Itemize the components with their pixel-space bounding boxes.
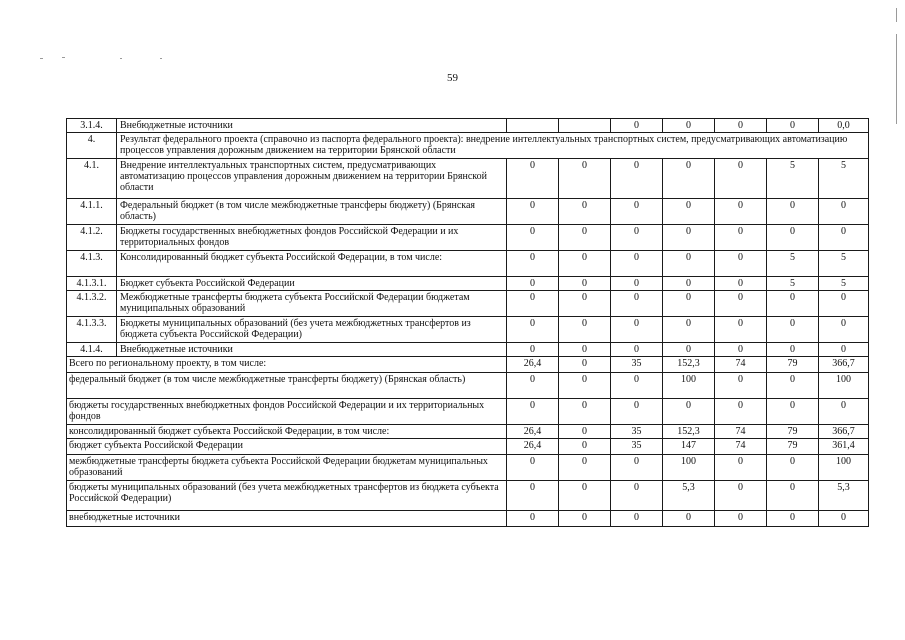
row-year-value: 0 [559, 277, 611, 291]
row-total-value: 0 [819, 343, 869, 357]
row-year-value: 0 [767, 199, 819, 225]
row-year-value: 0 [767, 511, 819, 527]
row-year-value: 0 [611, 373, 663, 399]
row-year-value: 5 [767, 251, 819, 277]
row-year-value: 0 [715, 251, 767, 277]
row-code: 4.1.3. [67, 251, 117, 277]
scan-artifact [40, 58, 43, 59]
row-year-value: 0 [507, 481, 559, 511]
table-row [67, 159, 869, 199]
row-description: межбюджетные трансферты бюджета субъекта Российской Федерации бюджетам муниципальных образований [67, 455, 507, 481]
row-year-value: 0 [715, 199, 767, 225]
table-body [67, 119, 869, 527]
row-year-value: 0 [663, 225, 715, 251]
scan-artifact [120, 58, 122, 59]
row-year-value: 0 [559, 455, 611, 481]
row-total-value: 0 [819, 199, 869, 225]
row-year-value: 0 [767, 317, 819, 343]
row-code: 4.1.1. [67, 199, 117, 225]
row-total-value: 366,7 [819, 425, 869, 439]
row-year-value: 0 [663, 119, 715, 133]
row-year-value: 5 [767, 277, 819, 291]
row-year-value: 0 [559, 225, 611, 251]
row-total-value: 5,3 [819, 481, 869, 511]
row-year-value: 0 [507, 343, 559, 357]
scan-artifact [62, 57, 65, 58]
row-year-value: 0 [559, 511, 611, 527]
row-year-value: 0 [559, 199, 611, 225]
table-row [67, 357, 869, 373]
row-year-value: 0 [715, 455, 767, 481]
scan-artifact [160, 58, 162, 59]
row-total-value: 0 [819, 399, 869, 425]
row-year-value: 26,4 [507, 425, 559, 439]
row-total-value: 100 [819, 455, 869, 481]
row-code: 4.1.3.2. [67, 291, 117, 317]
row-description: Внебюджетные источники [117, 343, 507, 357]
row-year-value: 0 [611, 119, 663, 133]
row-year-value: 0 [559, 399, 611, 425]
row-year-value [507, 119, 559, 133]
row-year-value: 0 [767, 343, 819, 357]
row-total-value: 5 [819, 277, 869, 291]
row-year-value: 0 [767, 399, 819, 425]
row-description: Внебюджетные источники [117, 119, 507, 133]
row-year-value: 0 [715, 399, 767, 425]
row-year-value: 0 [715, 317, 767, 343]
row-year-value: 74 [715, 357, 767, 373]
row-year-value: 0 [559, 343, 611, 357]
row-year-value: 0 [559, 291, 611, 317]
table-row [67, 439, 869, 455]
row-year-value: 0 [715, 511, 767, 527]
row-year-value: 0 [715, 343, 767, 357]
row-description: бюджеты государственных внебюджетных фондов Российской Федерации и их территориальных фондов [67, 399, 507, 425]
row-year-value: 0 [663, 399, 715, 425]
row-year-value: 100 [663, 373, 715, 399]
row-total-value: 0 [819, 317, 869, 343]
table-row [67, 199, 869, 225]
row-year-value: 0 [715, 481, 767, 511]
row-year-value: 0 [559, 251, 611, 277]
row-year-value: 0 [663, 277, 715, 291]
row-year-value: 0 [559, 481, 611, 511]
row-description: Бюджеты государственных внебюджетных фондов Российской Федерации и их территориальных фондов [117, 225, 507, 251]
row-year-value: 79 [767, 425, 819, 439]
row-total-value: 366,7 [819, 357, 869, 373]
row-description: Бюджеты муниципальных образований (без учета межбюджетных трансфертов из бюджета субъекта Российской Федерации) [117, 317, 507, 343]
row-year-value: 0 [559, 425, 611, 439]
row-code: 4.1. [67, 159, 117, 199]
row-description: консолидированный бюджет субъекта Российской Федерации, в том числе: [67, 425, 507, 439]
row-year-value: 0 [715, 291, 767, 317]
row-description: Федеральный бюджет (в том числе межбюджетные трансферы бюджету) (Брянская область) [117, 199, 507, 225]
row-year-value: 147 [663, 439, 715, 455]
row-year-value: 0 [559, 373, 611, 399]
row-year-value: 0 [767, 481, 819, 511]
row-description: Бюджет субъекта Российской Федерации [117, 277, 507, 291]
row-year-value: 0 [611, 251, 663, 277]
row-year-value: 0 [507, 455, 559, 481]
row-total-value: 0,0 [819, 119, 869, 133]
row-description: федеральный бюджет (в том числе межбюджетные трансферты бюджету) (Брянская область) [67, 373, 507, 399]
row-code: 4.1.4. [67, 343, 117, 357]
row-code: 4.1.2. [67, 225, 117, 251]
row-year-value: 100 [663, 455, 715, 481]
row-year-value: 0 [611, 277, 663, 291]
row-year-value: 0 [507, 511, 559, 527]
row-year-value: 0 [611, 199, 663, 225]
row-year-value: 0 [767, 119, 819, 133]
row-code: 4.1.3.1. [67, 277, 117, 291]
table-row [67, 399, 869, 425]
row-year-value: 0 [715, 373, 767, 399]
row-code: 3.1.4. [67, 119, 117, 133]
row-description: Межбюджетные трансферты бюджета субъекта Российской Федерации бюджетам муниципальных образований [117, 291, 507, 317]
table-row [67, 511, 869, 527]
row-year-value: 152,3 [663, 357, 715, 373]
row-total-value: 0 [819, 291, 869, 317]
row-year-value: 74 [715, 439, 767, 455]
row-year-value: 0 [663, 251, 715, 277]
row-year-value: 5,3 [663, 481, 715, 511]
row-description: Результат федерального проекта (справочно из паспорта федерального проекта): внедрение интеллектуальных транспортных систем, предусматривающих автоматизацию процессов управления дорожным движением на территории Брянской области [117, 133, 869, 159]
row-year-value: 74 [715, 425, 767, 439]
row-year-value: 0 [767, 225, 819, 251]
row-year-value: 0 [611, 317, 663, 343]
row-year-value: 0 [715, 277, 767, 291]
row-year-value: 0 [663, 291, 715, 317]
row-year-value: 0 [611, 225, 663, 251]
row-year-value: 0 [611, 343, 663, 357]
row-year-value: 0 [507, 291, 559, 317]
row-year-value: 0 [767, 373, 819, 399]
row-year-value: 0 [715, 119, 767, 133]
row-year-value: 0 [611, 399, 663, 425]
row-year-value: 26,4 [507, 357, 559, 373]
row-year-value: 0 [559, 159, 611, 199]
row-year-value: 0 [507, 225, 559, 251]
row-year-value: 0 [507, 159, 559, 199]
row-year-value: 0 [663, 511, 715, 527]
scan-artifact [896, 8, 897, 22]
row-description: Консолидированный бюджет субъекта Российской Федерации, в том числе: [117, 251, 507, 277]
row-year-value: 35 [611, 357, 663, 373]
row-code: 4.1.3.3. [67, 317, 117, 343]
row-year-value: 5 [767, 159, 819, 199]
row-year-value: 0 [663, 343, 715, 357]
row-year-value: 0 [507, 373, 559, 399]
row-year-value: 0 [507, 277, 559, 291]
row-year-value: 152,3 [663, 425, 715, 439]
row-year-value: 0 [507, 251, 559, 277]
row-year-value: 79 [767, 357, 819, 373]
budget-table [66, 118, 869, 527]
row-year-value: 0 [559, 317, 611, 343]
table-row [67, 225, 869, 251]
row-year-value: 79 [767, 439, 819, 455]
row-year-value: 0 [663, 199, 715, 225]
row-year-value: 0 [611, 291, 663, 317]
row-year-value: 0 [611, 455, 663, 481]
row-year-value: 0 [663, 159, 715, 199]
row-year-value: 35 [611, 439, 663, 455]
table-row [67, 133, 869, 159]
row-year-value: 0 [663, 317, 715, 343]
table-row [67, 119, 869, 133]
row-description: бюджеты муниципальных образований (без учета межбюджетных трансфертов из бюджета субъекта Российской Федерации) [67, 481, 507, 511]
row-total-value: 0 [819, 225, 869, 251]
row-total-value: 100 [819, 373, 869, 399]
row-year-value: 0 [507, 399, 559, 425]
row-year-value: 35 [611, 425, 663, 439]
row-total-value: 0 [819, 511, 869, 527]
table-row [67, 481, 869, 511]
row-code: 4. [67, 133, 117, 159]
row-year-value: 0 [767, 291, 819, 317]
row-year-value: 0 [611, 481, 663, 511]
table-row [67, 455, 869, 481]
row-year-value: 0 [611, 159, 663, 199]
page-number: 59 [447, 72, 458, 84]
row-year-value: 0 [559, 357, 611, 373]
table-row [67, 277, 869, 291]
table-row [67, 373, 869, 399]
row-year-value: 0 [507, 199, 559, 225]
row-year-value: 26,4 [507, 439, 559, 455]
row-total-value: 5 [819, 159, 869, 199]
row-year-value: 0 [767, 455, 819, 481]
table-row [67, 343, 869, 357]
row-total-value: 5 [819, 251, 869, 277]
row-year-value: 0 [559, 439, 611, 455]
row-year-value: 0 [611, 511, 663, 527]
row-description: бюджет субъекта Российской Федерации [67, 439, 507, 455]
row-year-value: 0 [715, 225, 767, 251]
row-description: внебюджетные источники [67, 511, 507, 527]
table-row [67, 251, 869, 277]
row-year-value: 0 [507, 317, 559, 343]
table-row [67, 317, 869, 343]
row-year-value [559, 119, 611, 133]
table-row [67, 425, 869, 439]
row-total-value: 361,4 [819, 439, 869, 455]
row-description: Внедрение интеллектуальных транспортных систем, предусматривающих автоматизацию процессов управления дорожным движением на территории Брянской области [117, 159, 507, 199]
table-row [67, 291, 869, 317]
row-year-value: 0 [715, 159, 767, 199]
row-description: Всего по региональному проекту, в том числе: [67, 357, 507, 373]
